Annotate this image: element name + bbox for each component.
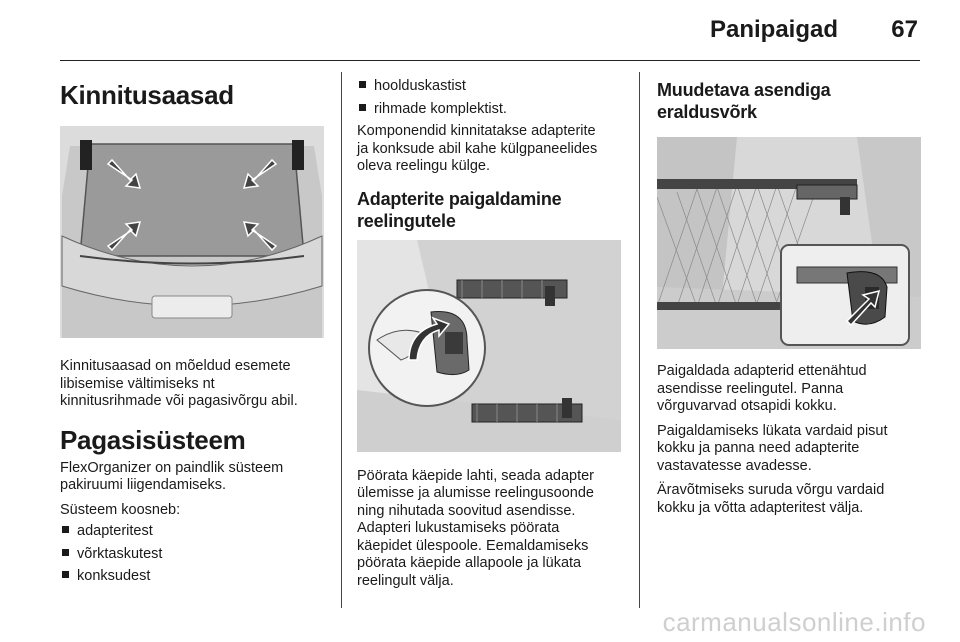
paragraph: FlexOrganizer on paindlik süsteem pakiruumi liigendamiseks.: [60, 459, 284, 493]
list-item: hoolduskastist: [357, 78, 627, 96]
list-item: konksudest: [60, 568, 326, 586]
bullet-square-icon: [62, 571, 69, 578]
bullet-square-icon: [62, 526, 69, 533]
paragraph: Paigaldada adapterid ettenähtud asendisse reelingutel. Panna võrguvarvad otsapidi kokku.: [657, 363, 867, 414]
bullet-list: [60, 523, 326, 586]
page-number: 67: [891, 16, 918, 43]
list-item: rihmade komplektist.: [357, 101, 627, 119]
figure-adapter-mounting: [357, 240, 621, 452]
column-divider: [341, 72, 342, 608]
column-2: [357, 68, 627, 590]
paragraph: Paigaldamiseks lükata vardaid pisut kokku ja panna need adapterite vastavatesse avadesse.: [657, 422, 888, 474]
column-3: [657, 68, 923, 517]
bullet-list: [357, 78, 627, 118]
figure-partition-net: [657, 137, 921, 349]
page-title: Panipaigad: [709, 16, 838, 43]
bullet-square-icon: [359, 104, 366, 111]
paragraph: Äravõtmiseks suruda võrgu vardaid kokku ja võtta adapteritest välja.: [657, 482, 885, 516]
column-divider: [639, 72, 640, 608]
paragraph: Kinnitusaasad on mõeldud esemete libisemise vältimiseks nt kinnitusrihmade või pagasivõrgu abil.: [60, 358, 298, 409]
paragraph: Süsteem koosneb:: [60, 501, 181, 518]
page-header: [60, 0, 920, 61]
bullet-square-icon: [359, 81, 366, 88]
heading-pagasisusteem: Pagasisüsteem: [60, 424, 246, 455]
heading-adapterite-paigaldamine: Adapterite paigaldamine reelingutele: [357, 188, 562, 231]
figure-trunk-lashing-eyes: [60, 126, 324, 338]
list-item: võrktaskutest: [60, 546, 326, 564]
list-item: adapteritest: [60, 523, 326, 541]
paragraph: Pöörata käepide lahti, seada adapter ülemisse ja alumisse reelingusoonde ning nihutada soovitud asendisse. Adapteri lukustamiseks pöörata käepidet ülespoole. Eemaldamiseks pöörata käepide allapoole ja lükata reelingult välja.: [357, 467, 595, 589]
column-1: [60, 68, 326, 586]
paragraph: Komponendid kinnitatakse adapterite ja konksude abil kahe külgpaneelides oleva reelingu külge.: [357, 123, 598, 174]
heading-muudetava-eraldusvork: Muudetava asendiga eraldusvõrk: [657, 80, 831, 122]
bullet-square-icon: [62, 549, 69, 556]
watermark: carmanualsonline.info: [662, 607, 926, 637]
heading-kinnitusaasad: Kinnitusaasad: [60, 80, 234, 110]
